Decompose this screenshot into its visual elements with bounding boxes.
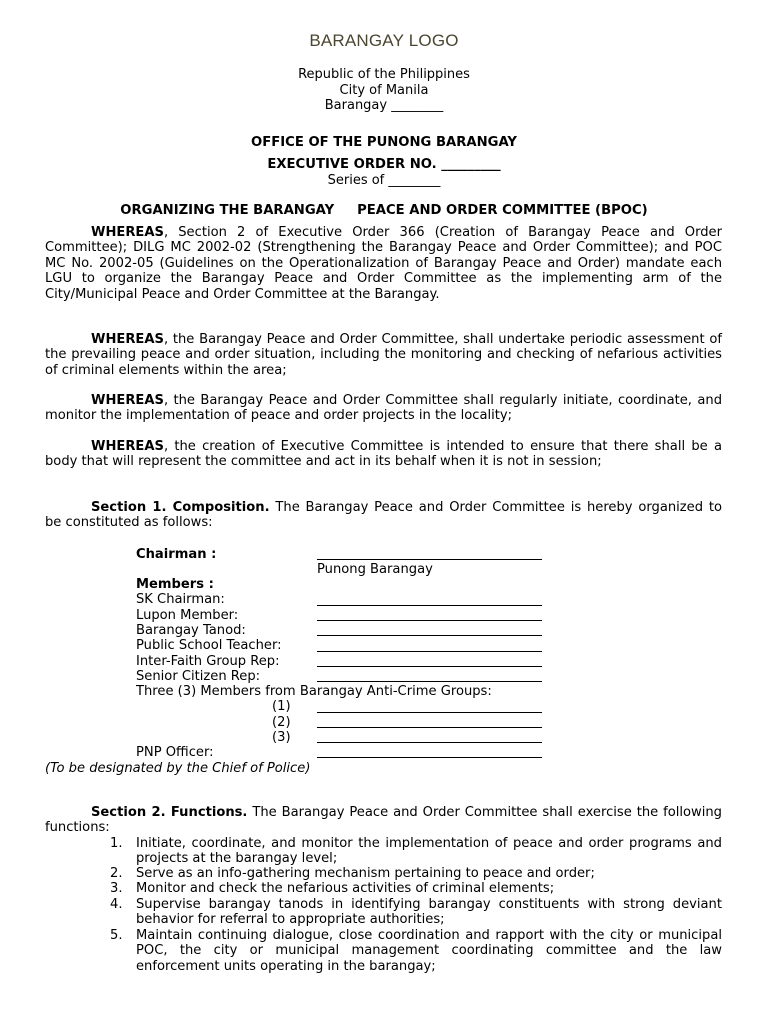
section-1-text: The Barangay Peace and Order Committee is hereby organized to be constituted as follows: (45, 500, 722, 531)
anticrime-number: (3) (272, 730, 291, 745)
barangay-logo-placeholder: BARANGAY LOGO (309, 31, 459, 50)
whereas-paragraph-3 (45, 393, 722, 424)
function-number: 1. (110, 836, 123, 851)
function-text: Serve as an info-gathering mechanism pertaining to peace and order; (136, 866, 595, 881)
chairman-role: Punong Barangay (317, 562, 433, 577)
pnp-officer-signature-line (317, 757, 542, 758)
members-label: Members : (136, 577, 214, 592)
member-signature-line (317, 620, 542, 621)
header-city: City of Manila (339, 83, 429, 98)
function-text: Maintain continuing dialogue, close coordination and rapport with the city or municipal POC, the city or municipal management coordinating committee and the law enforcement units operating in the barangay; (136, 928, 722, 974)
member-signature-line (317, 635, 542, 636)
function-list-item (110, 897, 722, 928)
pnp-officer-label: PNP Officer: (136, 745, 214, 760)
document-main-title: ORGANIZING THE BARANGAY PEACE AND ORDER COMMITTEE (BPOC) (120, 203, 648, 218)
member-label: Senior Citizen Rep: (136, 669, 261, 684)
member-signature-line (317, 681, 542, 682)
whereas-lead: WHEREAS (91, 439, 164, 454)
section-1-intro (45, 500, 722, 531)
header-barangay: Barangay ________ (324, 98, 444, 113)
member-label: Lupon Member: (136, 608, 239, 623)
anticrime-number: (2) (272, 715, 291, 730)
chairman-label: Chairman : (136, 547, 217, 562)
anticrime-signature-line (317, 712, 542, 713)
office-title: OFFICE OF THE PUNONG BARANGAY (251, 135, 517, 150)
series-line: Series of ________ (327, 173, 441, 188)
anticrime-signature-line (317, 727, 542, 728)
whereas-text: , the creation of Executive Committee is intended to ensure that there shall be a body that will represent the committee and act in its behalf when it is not in session; (45, 439, 722, 470)
function-number: 5. (110, 928, 123, 943)
function-list-item (110, 836, 722, 867)
function-text: Initiate, coordinate, and monitor the implementation of peace and order programs and projects at the barangay level; (136, 836, 722, 867)
pnp-officer-note: (To be designated by the Chief of Police) (45, 761, 311, 776)
function-text: Supervise barangay tanods in identifying barangay constituents with strong deviant behavior for referral to appropriate authorities; (136, 897, 722, 928)
function-list-item (110, 881, 722, 896)
member-label: Barangay Tanod: (136, 623, 246, 638)
executive-order-number: EXECUTIVE ORDER NO. _________ (267, 157, 501, 172)
member-signature-line (317, 666, 542, 667)
chairman-signature-line (317, 559, 542, 560)
whereas-paragraph-2 (45, 332, 722, 378)
whereas-lead: WHEREAS (91, 393, 164, 408)
whereas-paragraph-1 (45, 225, 722, 302)
anticrime-signature-line (317, 742, 542, 743)
section-2-text: The Barangay Peace and Order Committee shall exercise the following functions: (45, 805, 722, 836)
member-label: SK Chairman: (136, 592, 225, 607)
header-republic: Republic of the Philippines (298, 67, 470, 82)
whereas-text: , the Barangay Peace and Order Committee, shall undertake periodic assessment of the prevailing peace and order situation, including the monitoring and checking of nefarious activities of criminal elements within the area; (45, 332, 722, 378)
whereas-text: , the Barangay Peace and Order Committee shall regularly initiate, coordinate, and monitor the implementation of peace and order projects in the locality; (45, 393, 722, 424)
function-text: Monitor and check the nefarious activities of criminal elements; (136, 881, 555, 896)
anticrime-label: Three (3) Members from Barangay Anti-Crime Groups: (136, 684, 492, 699)
function-number: 3. (110, 881, 123, 896)
function-list-item (110, 928, 722, 974)
member-label: Inter-Faith Group Rep: (136, 654, 280, 669)
function-number: 2. (110, 866, 123, 881)
section-1-heading: Section 1. Composition. (91, 500, 270, 515)
whereas-lead: WHEREAS (91, 225, 164, 240)
whereas-paragraph-4 (45, 439, 722, 470)
member-signature-line (317, 605, 542, 606)
function-list-item (110, 866, 722, 881)
section-2-heading: Section 2. Functions. (91, 805, 248, 820)
section-2-intro (45, 805, 722, 836)
member-signature-line (317, 651, 542, 652)
whereas-text: , Section 2 of Executive Order 366 (Creation of Barangay Peace and Order Committee); DILG MC 2002-02 (Strengthening the Barangay Peace and Order Committee); and POC MC No. 2002-05 (Guidelines on the Operationalization of Barangay Peace and Order) mandate each LGU to organize the Barangay Peace and Order Committee as the implementing arm of the City/Municipal Peace and Order Committee at the Barangay. (45, 225, 722, 302)
function-number: 4. (110, 897, 123, 912)
whereas-lead: WHEREAS (91, 332, 164, 347)
member-label: Public School Teacher: (136, 638, 282, 653)
anticrime-number: (1) (272, 699, 291, 714)
